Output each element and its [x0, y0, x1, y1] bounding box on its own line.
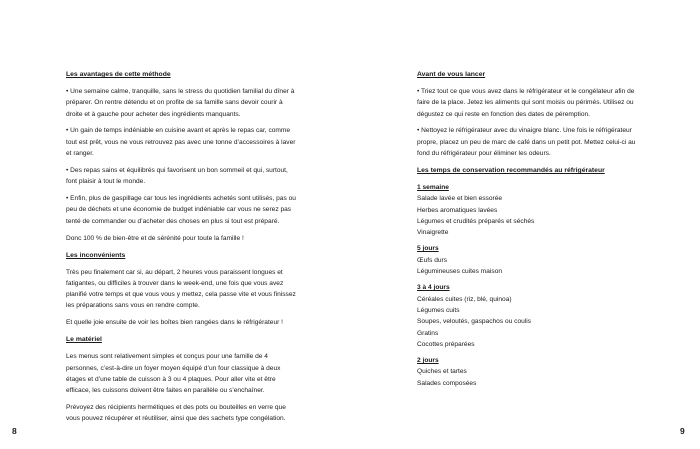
paragraph: • Un gain de temps indéniable en cuisine avant et après le repas car, comme tout est prêt, vous ne vous retrouvez pas avec une tonne d’accessoires à laver et ranger. — [66, 127, 296, 158]
section-heading: Le matériel — [66, 336, 102, 344]
list-item: Légumes cuits — [417, 306, 460, 314]
paragraph: • Des repas sains et équilibrés qui favorisent un bon sommeil et qui, surtout, font plaisir à tout le monde. — [66, 166, 288, 186]
group-title: 2 jours — [417, 357, 439, 365]
paragraph: Très peu finalement car si, au départ, 2 heures vous paraissent longues et fatigantes, ou difficiles à trouver dans le week-end, une fois que vous avez planifié votre temps et que vous vous y mettez, cela passe vite et vous finissez les préparations sans vous en rendre compte. — [66, 268, 296, 310]
paragraph: • Nettoyez le réfrigérateur avec du vinaigre blanc. Une fois le réfrigérateur propre, placez un peu de marc de café dans un petit pot. Mettez celui-ci au fond du réfrigérateur pour éliminer les odeurs. — [417, 127, 636, 158]
conservation-group — [417, 182, 647, 238]
list-item: Cocottes préparées — [417, 340, 475, 348]
list-item: Quiches et tartes — [417, 368, 467, 376]
section-heading: Avant de vous lancer — [417, 71, 486, 78]
section-heading: Les avantages de cette méthode — [66, 71, 171, 78]
page-number-right: 9 — [680, 426, 685, 436]
section-equipment — [66, 334, 298, 424]
list-item: Céréales cuites (riz, blé, quinoa) — [417, 295, 512, 303]
section-heading: Les inconvénients — [66, 251, 126, 259]
group-title: 3 à 4 jours — [417, 284, 450, 292]
paragraph: Prévoyez des récipients hermétiques et des pots ou bouteilles en verre que vous pouvez récupérer et réutiliser, ainsi que des sachets type congélation. — [66, 403, 286, 423]
list-item: Salade lavée et bien essorée — [417, 195, 503, 203]
list-item: Vinaigrette — [417, 229, 449, 237]
list-item: Salades composées — [417, 379, 477, 387]
list-item: Gratins — [417, 329, 439, 337]
section-drawbacks — [66, 250, 298, 329]
paragraph: • Enfin, plus de gaspillage car tous les ingrédients achetés sont utilisés, pas ou peu de déchets et une économie de budget indéniable car vous ne serez pas tenté de commander ou d’acheter des choses en plus si tout est préparé. — [66, 195, 296, 225]
page-number-left: 8 — [12, 426, 17, 436]
section-advantages — [66, 69, 298, 244]
list-item: Herbes aromatiques lavées — [417, 206, 498, 214]
section-heading: Les temps de conservation recommandés au réfrigérateur — [417, 166, 605, 174]
right-page — [350, 0, 700, 449]
paragraph: • Triez tout ce que vous avez dans le réfrigérateur et le congélateur afin de faire de la place. Jetez les aliments qui sont moisis ou périmés. Utilisez ou dégustez ce qui reste en fonction des dates de péremption. — [417, 88, 635, 118]
paragraph: Et quelle joie ensuite de voir les boîtes bien rangées dans le réfrigérateur ! — [66, 319, 283, 327]
right-column — [417, 69, 647, 394]
group-title: 1 semaine — [417, 183, 449, 191]
conservation-group — [417, 243, 647, 277]
left-column — [66, 69, 298, 430]
conservation-group — [417, 282, 647, 350]
paragraph: Les menus sont relativement simples et conçus pour une famille de 4 personnes, c’est-à-dire un foyer moyen équipé d’un four classique à deux étages et d’une table de cuisson à 3 ou 4 plaques. Pour aller vite et être efficace, les cuissons doivent être faites en parallèle ou s’enchaîner. — [66, 353, 281, 395]
list-item: Légumineuses cuites maison — [417, 268, 503, 276]
section-before-starting — [417, 69, 647, 159]
conservation-group — [417, 355, 647, 389]
list-item: Œufs durs — [417, 256, 448, 264]
paragraph: Donc 100 % de bien-être et de sérénité pour toute la famille ! — [66, 234, 244, 242]
paragraph: • Une semaine calme, tranquille, sans le stress du quotidien familial du dîner à préparer. On rentre détendu et on profite de sa famille sans devoir courir à droite et à gauche pour acheter des ingrédients manquants. — [66, 88, 295, 118]
group-title: 5 jours — [417, 245, 439, 253]
list-item: Légumes et crudités préparés et séchés — [417, 217, 535, 225]
section-conservation — [417, 165, 647, 389]
list-item: Soupes, veloutés, gaspachos ou coulis — [417, 318, 531, 326]
